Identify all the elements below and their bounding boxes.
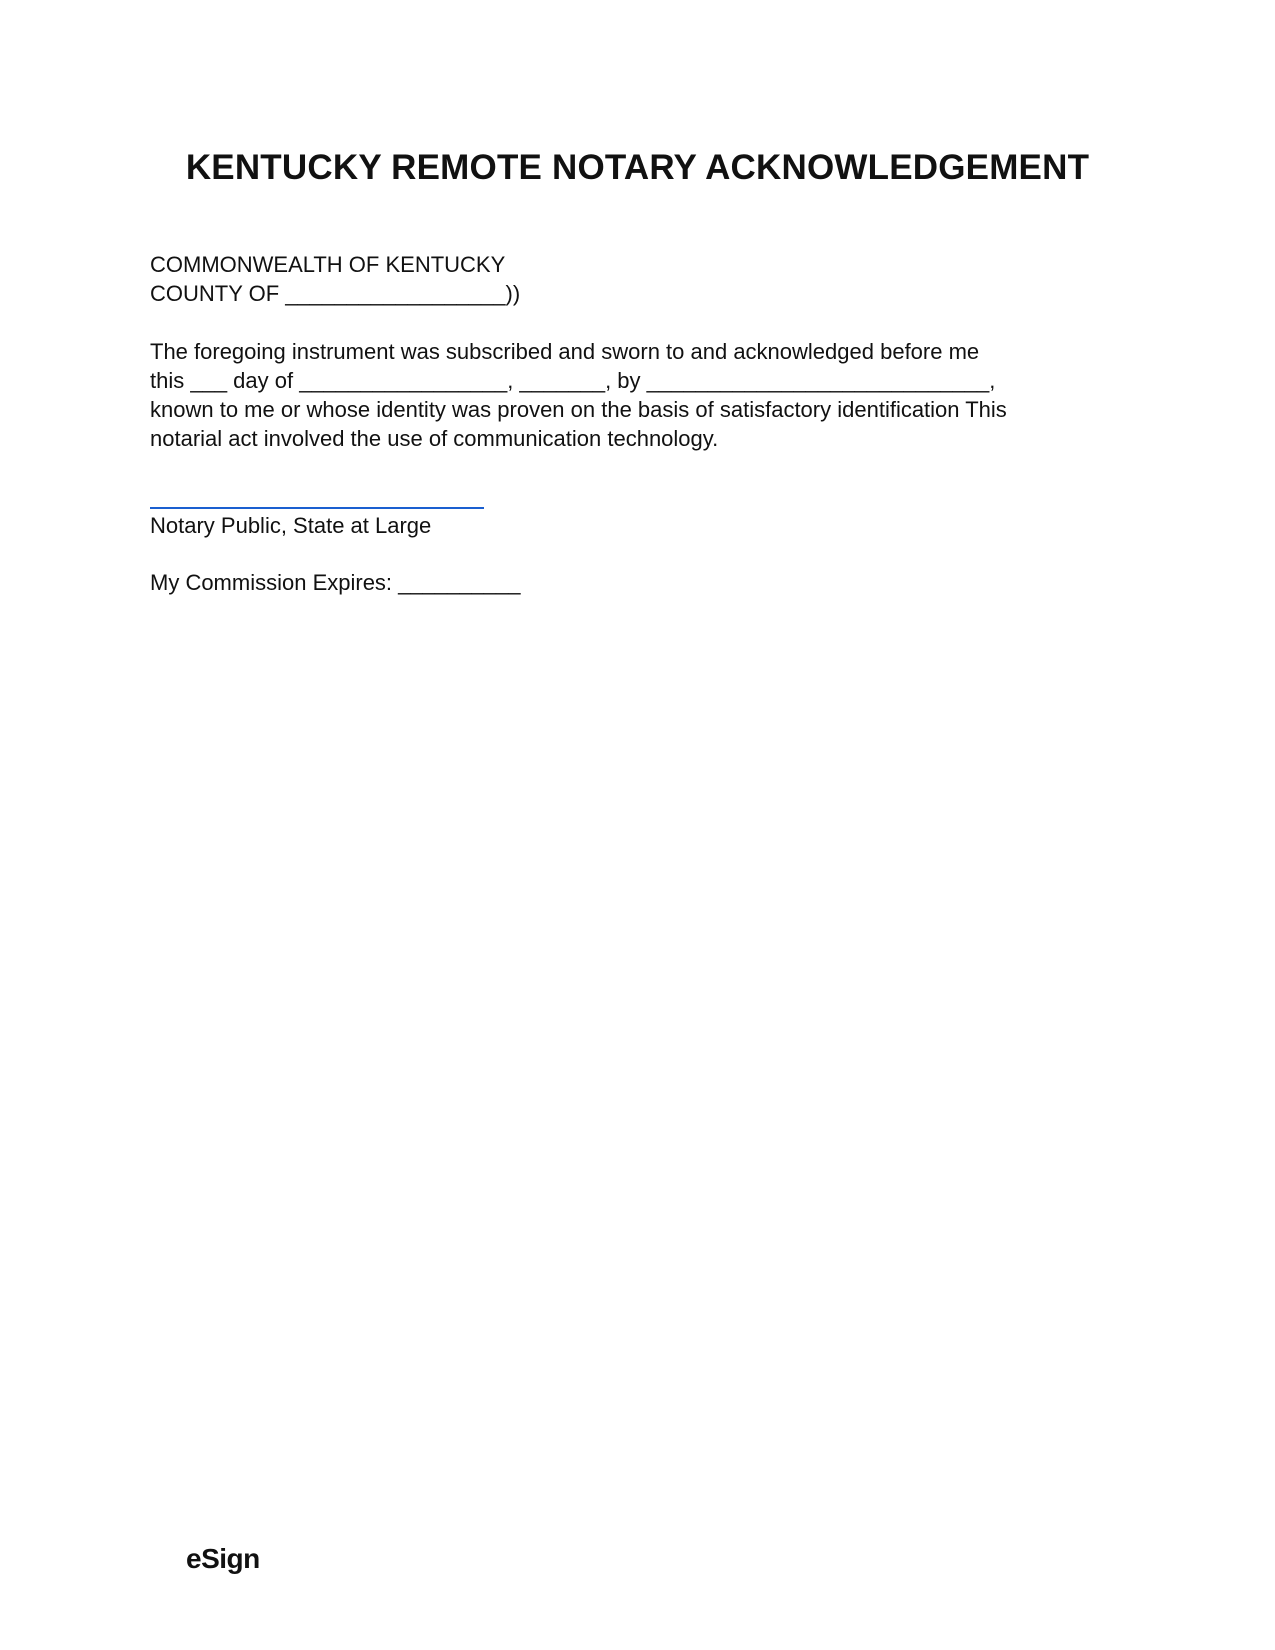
commission-expires: My Commission Expires: __________ (150, 570, 521, 595)
acknowledgement-line-4: notarial act involved the use of communication technology. (150, 426, 719, 451)
acknowledgement-line-3: known to me or whose identity was proven on the basis of satisfactory identification This (150, 397, 1007, 422)
acknowledgement-line-1: The foregoing instrument was subscribed and sworn to and acknowledged before me (150, 339, 980, 364)
esign-logo: eSign (186, 1543, 260, 1574)
notary-signature-line[interactable] (150, 507, 484, 509)
notary-signature-label: Notary Public, State at Large (150, 513, 432, 538)
acknowledgement-line-2: this ___ day of _________________, _______, by ____________________________, (150, 368, 996, 393)
county-line: COUNTY OF __________________)) (150, 281, 521, 306)
venue-block (150, 250, 520, 308)
document-title: KENTUCKY REMOTE NOTARY ACKNOWLEDGEMENT (185, 148, 1090, 187)
acknowledgement-paragraph (150, 337, 1007, 453)
state-line: COMMONWEALTH OF KENTUCKY (150, 252, 506, 277)
